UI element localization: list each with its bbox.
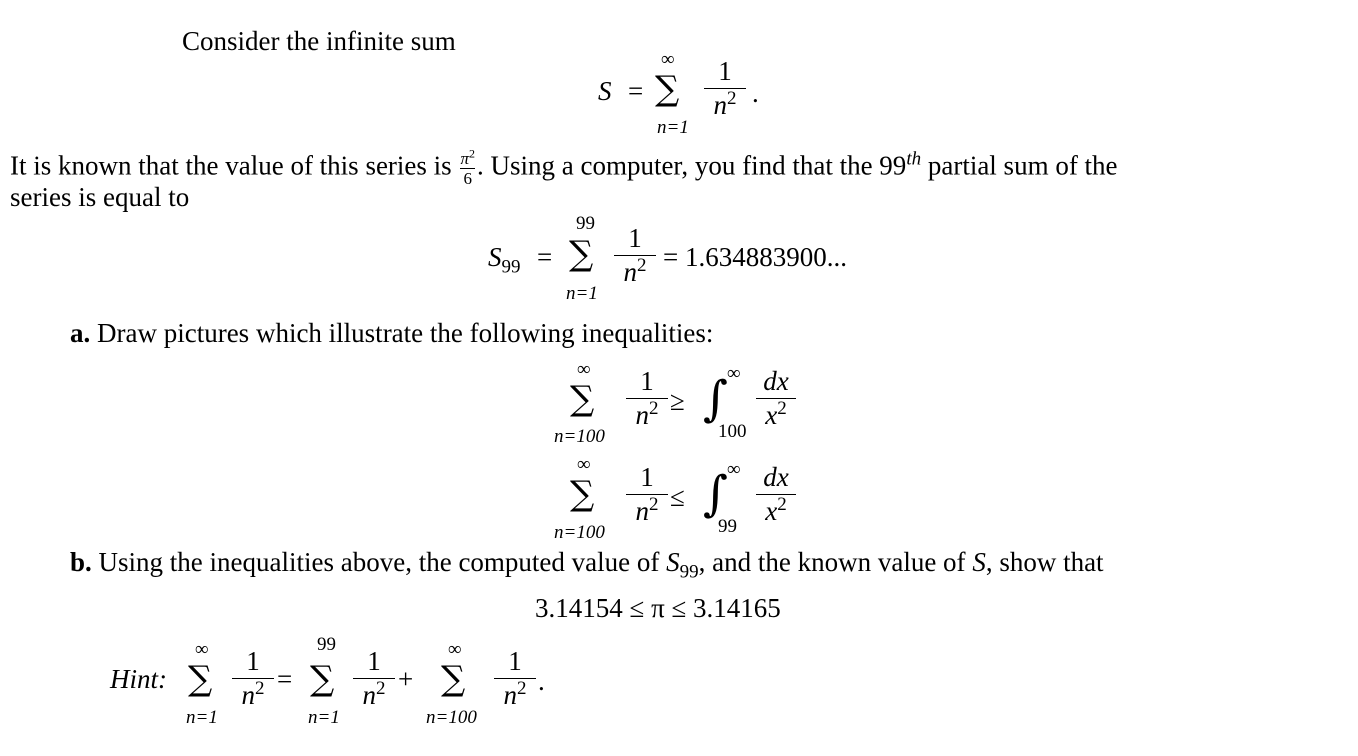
sigma-symbol: ∑ xyxy=(310,659,335,699)
fraction-1-over-n2: 1 $n^2$ xyxy=(626,368,668,429)
plus-sign: + xyxy=(398,664,414,694)
fraction-1-over-n2: 1 $n^2$ xyxy=(626,464,668,525)
sigma-symbol: ∑ xyxy=(188,659,213,699)
sum-lower-limit: n=100 xyxy=(554,426,605,447)
period: . xyxy=(538,666,545,696)
sum-lower-limit: n=1 xyxy=(186,707,218,728)
fraction-dx-over-x2: dx $x^2$ xyxy=(756,368,796,429)
integral-sign: ∫ xyxy=(703,466,729,522)
pi-bounds: 3.14154 ≤ π ≤ 3.14165 xyxy=(535,593,781,623)
s99-result: = 1.634883900... xyxy=(663,242,847,272)
fraction-1-over-n2: 1 $n^2$ xyxy=(704,58,746,119)
sum-lower-limit: n=100 xyxy=(554,522,605,543)
sum-lower-limit: n=1 xyxy=(566,283,598,304)
sigma-symbol: ∑ xyxy=(441,659,466,699)
fraction-dx-over-x2: dx $x^2$ xyxy=(756,464,796,525)
sigma-symbol: ∑ xyxy=(570,474,595,514)
sigma-symbol: ∑ xyxy=(655,69,680,109)
sum-lower-limit: n=1 xyxy=(657,117,689,138)
sum-upper-limit: ∞ xyxy=(448,639,462,660)
sigma-symbol: ∑ xyxy=(570,379,595,419)
sum-upper-limit: ∞ xyxy=(577,359,591,380)
fraction-1-over-n2: 1 $n^2$ xyxy=(614,225,656,286)
known-value-line: It is known that the value of this series is $\frac{\pi^2}{6}$ . Using a computer, you find that the 99th partial sum of the xyxy=(10,146,1118,188)
sum-lower-limit: n=100 xyxy=(426,707,477,728)
integral-lower-limit: 100 xyxy=(718,421,747,442)
fraction-1-over-n2: 1 $n^2$ xyxy=(494,648,536,709)
sum-upper-limit: ∞ xyxy=(577,454,591,475)
part-b-heading: b. Using the inequalities above, the computed value of $S_{99}$, and the known value of S, show that xyxy=(70,547,1104,583)
period: . xyxy=(752,78,759,108)
integral-sign: ∫ xyxy=(703,371,729,427)
sum-upper-limit: 99 xyxy=(317,634,336,655)
fraction-1-over-n2: 1 $n^2$ xyxy=(232,648,274,709)
sum-upper-limit: ∞ xyxy=(195,639,209,660)
equals-sign: = xyxy=(277,664,293,694)
integral-upper-limit: ∞ xyxy=(727,459,741,480)
known-value-line-2: series is equal to xyxy=(10,182,190,212)
equals-sign: = xyxy=(537,242,553,272)
part-a-heading: a. Draw pictures which illustrate the following inequalities: xyxy=(70,318,714,348)
sigma-symbol: ∑ xyxy=(569,234,594,274)
equals-sign: = xyxy=(628,76,644,106)
integral-lower-limit: 99 xyxy=(718,516,737,537)
leq-sign: ≤ xyxy=(670,482,685,512)
geq-sign: ≥ xyxy=(670,386,685,416)
pi-squared-over-six: $\frac{\pi^2}{6}$ xyxy=(460,146,475,188)
symbol-s99: $S_{99}$ xyxy=(488,242,521,278)
sum-upper-limit: ∞ xyxy=(661,49,675,70)
fraction-1-over-n2: 1 $n^2$ xyxy=(353,648,395,709)
integral-upper-limit: ∞ xyxy=(727,363,741,384)
symbol-s: S xyxy=(598,76,612,106)
sum-lower-limit: n=1 xyxy=(308,707,340,728)
hint-label: Hint: xyxy=(110,664,167,694)
sum-upper-limit: 99 xyxy=(576,213,595,234)
intro-text: Consider the infinite sum xyxy=(182,26,456,56)
